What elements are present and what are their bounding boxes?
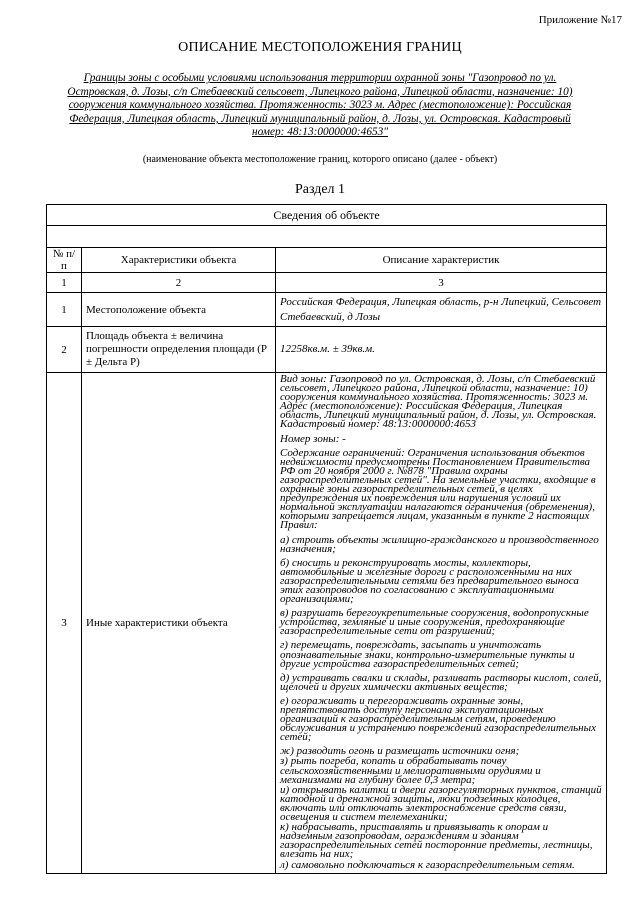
header-description: Описание характеристик [276, 248, 607, 273]
table-row [47, 373, 607, 874]
row-num: 2 [47, 327, 82, 373]
detail-paragraph: а) строить объекты жилищно-гражданского и производственного назначения; [280, 533, 599, 555]
detail-paragraph: з) рыть погреба, копать и обрабатывать почву сельскохозяйственными и мелиоративными орудиями и механизмами на глубину более 0,3 метра; [280, 755, 541, 786]
empty-row [47, 226, 607, 248]
object-name-text: Границы зоны с особыми условиями использования территории охранной зоны "Газопровод по ул. Островская, д. Лозы, с/п Стебаевский сельсовет, Липецкого района, Липецкой области, назначение: 10) сооружения коммунального хозяйства. Протяженность: 3023 м. Адрес (местоположение): Российская Федерация, Липецкая область, Липецкий муниципальный район, д. Лозы, ул. Островская. Кадастровый номер: 48:13:0000000:4653" [67, 72, 573, 139]
detail-paragraph: и) открывать калитки и двери газорегуляторных пунктов, станций катодной и дренажной защиты, люки подземных колодцев, включать или отключать электроснабжение средств связи, освещения и систем телемеханики; [280, 783, 602, 824]
row-num: 1 [47, 293, 82, 327]
detail-paragraph: к) набрасывать, приставлять и привязывать к опорам и надземным газопроводам, ограждениям и зданиям газораспределительных сетей посторонние предметы, лестницы, влезать на них; [280, 821, 593, 861]
row-details [276, 373, 607, 874]
section-title: Раздел 1 [294, 182, 346, 197]
appendix-label: Приложение №17 [538, 14, 622, 26]
detail-paragraph: л) самовольно подключаться к газораспределительным сетям. [280, 858, 575, 871]
row-num: 3 [47, 373, 82, 874]
detail-paragraph: г) перемещать, повреждать, засыпать и уничтожать опознавательные знаки, контрольно-измерительные пункты и другие устройства газораспределительных сетей; [280, 639, 575, 670]
header-num: № п/п [47, 248, 82, 273]
row-characteristic: Иные характеристики объекта [82, 373, 276, 874]
detail-paragraph: ж) разводить огонь и размещать источники огня; [280, 745, 520, 758]
row-value: 12258кв.м. ± 39кв.м. [276, 327, 607, 373]
object-name [54, 72, 586, 140]
detail-paragraph: д) устраивать свалки и склады, разливать растворы кислот, солей, щелочей и других химически активных веществ; [280, 671, 602, 693]
object-caption: (наименование объекта местоположение границ, которого описано (далее - объект) [142, 154, 498, 165]
detail-paragraph: Содержание ограничений: Ограничения использования объектов недвижимости предусмотрены Постановлением Правительства РФ от 20 ноября 2000 г. №878 "Правила охраны газораспределительных сетей". На земельные участки, входящие в охранные зоны газораспределительных сетей, в целях предупреждения их повреждения или нарушения условий их нормальной эксплуатации налагаются ограничения (обременения), которыми запрещается лицам, указанным в пункте 2 настоящих Правил: [280, 446, 596, 532]
detail-paragraph: б) сносить и реконструировать мосты, коллекторы, автомобильные и железные дороги с расположенными на них газораспределительными сетями без предварительного выноса этих газопроводов по согласованию с эксплуатационными организациями; [280, 556, 579, 606]
detail-paragraph: в) разрушать берегоукрепительные сооружения, водопропускные устройства, земляные и иные сооружения, предохраняющие газораспределительные сети от разрушений; [280, 607, 589, 638]
table-row [47, 293, 607, 327]
detail-paragraph: Вид зоны: Газопровод по ул. Островская, д. Лозы, с/п Стебаевский сельсовет, Липецкого района, Липецкой области, назначение: 10) сооружения коммунального хозяйства. Протяженность: 3023 м. Адрес (местоположение): Российская Федерация, Липецкая область, Липецкий муниципальный район, д. Лозы, ул. Островская. Кадастровый номер: 48:13:0000000:4653 [280, 373, 597, 431]
header-characteristic: Характеристики объекта [82, 248, 276, 273]
detail-paragraph: е) огораживать и перегораживать охранные зоны, препятствовать доступу персонала эксплуатационных организаций к газораспределительным сетям, проведению обслуживания и устранению повреждений газораспределительных сетей; [280, 694, 596, 744]
row-characteristic: Площадь объекта ± величина погрешности определения площади (P ± Дельта P) [82, 327, 276, 373]
detail-paragraph: Номер зоны: - [280, 432, 346, 445]
row-value: Российская Федерация, Липецкая область, р-н Липецкий, Сельсовет Стебаевский, д Лозы [276, 293, 607, 327]
document-title: ОПИСАНИЕ МЕСТОПОЛОЖЕНИЯ ГРАНИЦ [178, 40, 462, 55]
table-title: Сведения об объекте [47, 205, 607, 226]
col-number-1: 1 [47, 273, 82, 293]
object-info-table [46, 204, 607, 874]
col-number-3: 3 [276, 273, 607, 293]
col-number-2: 2 [82, 273, 276, 293]
row-characteristic: Местоположение объекта [82, 293, 276, 327]
table-row [47, 327, 607, 373]
